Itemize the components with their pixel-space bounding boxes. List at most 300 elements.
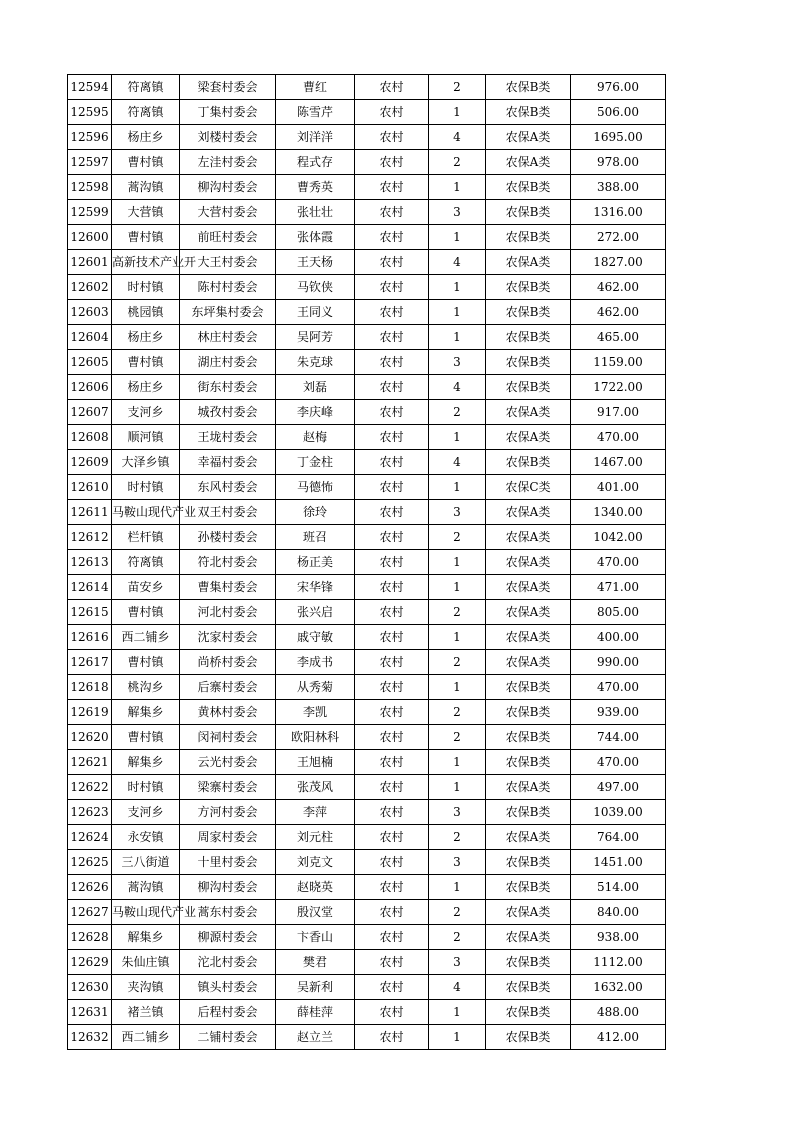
amount-cell: 1316.00 bbox=[571, 200, 666, 225]
table-row bbox=[68, 950, 666, 975]
town-cell: 时村镇 bbox=[112, 275, 180, 300]
amount-cell: 462.00 bbox=[571, 275, 666, 300]
member-count-cell: 2 bbox=[429, 700, 486, 725]
amount-cell: 471.00 bbox=[571, 575, 666, 600]
town-cell: 大营镇 bbox=[112, 200, 180, 225]
household-type-cell: 农村 bbox=[355, 550, 429, 575]
record-id: 12626 bbox=[68, 875, 112, 900]
table-row bbox=[68, 175, 666, 200]
name-cell: 杨正美 bbox=[276, 550, 355, 575]
town-cell: 符离镇 bbox=[112, 550, 180, 575]
category-cell: 农保A类 bbox=[486, 625, 571, 650]
name-cell: 殷汉堂 bbox=[276, 900, 355, 925]
table-row bbox=[68, 675, 666, 700]
town-cell: 解集乡 bbox=[112, 700, 180, 725]
member-count-cell: 3 bbox=[429, 800, 486, 825]
town-cell: 三八街道 bbox=[112, 850, 180, 875]
member-count-cell: 1 bbox=[429, 625, 486, 650]
category-cell: 农保A类 bbox=[486, 500, 571, 525]
household-type-cell: 农村 bbox=[355, 75, 429, 100]
member-count-cell: 1 bbox=[429, 275, 486, 300]
category-cell: 农保B类 bbox=[486, 75, 571, 100]
record-id: 12609 bbox=[68, 450, 112, 475]
amount-cell: 514.00 bbox=[571, 875, 666, 900]
table-row bbox=[68, 750, 666, 775]
record-id: 12613 bbox=[68, 550, 112, 575]
record-id: 12599 bbox=[68, 200, 112, 225]
category-cell: 农保B类 bbox=[486, 950, 571, 975]
record-id: 12625 bbox=[68, 850, 112, 875]
name-cell: 王天杨 bbox=[276, 250, 355, 275]
town-cell: 曹村镇 bbox=[112, 350, 180, 375]
town-cell: 大泽乡镇 bbox=[112, 450, 180, 475]
member-count-cell: 3 bbox=[429, 950, 486, 975]
town-cell: 曹村镇 bbox=[112, 650, 180, 675]
record-id: 12632 bbox=[68, 1025, 112, 1050]
category-cell: 农保B类 bbox=[486, 200, 571, 225]
table-row bbox=[68, 200, 666, 225]
table-row bbox=[68, 625, 666, 650]
town-cell: 西二铺乡 bbox=[112, 1025, 180, 1050]
member-count-cell: 3 bbox=[429, 200, 486, 225]
member-count-cell: 1 bbox=[429, 100, 486, 125]
name-cell: 李萍 bbox=[276, 800, 355, 825]
household-type-cell: 农村 bbox=[355, 875, 429, 900]
name-cell: 张体霞 bbox=[276, 225, 355, 250]
record-id: 12606 bbox=[68, 375, 112, 400]
member-count-cell: 1 bbox=[429, 300, 486, 325]
town-cell: 朱仙庄镇 bbox=[112, 950, 180, 975]
record-id: 12630 bbox=[68, 975, 112, 1000]
category-cell: 农保A类 bbox=[486, 900, 571, 925]
category-cell: 农保B类 bbox=[486, 850, 571, 875]
town-cell: 杨庄乡 bbox=[112, 375, 180, 400]
household-type-cell: 农村 bbox=[355, 450, 429, 475]
household-type-cell: 农村 bbox=[355, 325, 429, 350]
village-cell: 丁集村委会 bbox=[180, 100, 276, 125]
household-type-cell: 农村 bbox=[355, 800, 429, 825]
category-cell: 农保A类 bbox=[486, 150, 571, 175]
record-id: 12597 bbox=[68, 150, 112, 175]
household-type-cell: 农村 bbox=[355, 675, 429, 700]
village-cell: 柳沟村委会 bbox=[180, 875, 276, 900]
village-cell: 湖庄村委会 bbox=[180, 350, 276, 375]
table-row bbox=[68, 325, 666, 350]
name-cell: 赵晓英 bbox=[276, 875, 355, 900]
record-id: 12616 bbox=[68, 625, 112, 650]
table-row bbox=[68, 225, 666, 250]
category-cell: 农保A类 bbox=[486, 250, 571, 275]
town-cell: 解集乡 bbox=[112, 925, 180, 950]
amount-cell: 840.00 bbox=[571, 900, 666, 925]
category-cell: 农保B类 bbox=[486, 700, 571, 725]
name-cell: 卞香山 bbox=[276, 925, 355, 950]
member-count-cell: 1 bbox=[429, 775, 486, 800]
member-count-cell: 1 bbox=[429, 425, 486, 450]
household-type-cell: 农村 bbox=[355, 400, 429, 425]
table-row bbox=[68, 125, 666, 150]
category-cell: 农保B类 bbox=[486, 675, 571, 700]
household-type-cell: 农村 bbox=[355, 700, 429, 725]
member-count-cell: 2 bbox=[429, 75, 486, 100]
member-count-cell: 1 bbox=[429, 575, 486, 600]
name-cell: 曹红 bbox=[276, 75, 355, 100]
member-count-cell: 3 bbox=[429, 500, 486, 525]
record-id: 12612 bbox=[68, 525, 112, 550]
town-cell: 桃园镇 bbox=[112, 300, 180, 325]
category-cell: 农保B类 bbox=[486, 300, 571, 325]
category-cell: 农保B类 bbox=[486, 100, 571, 125]
name-cell: 王旭楠 bbox=[276, 750, 355, 775]
village-cell: 镇头村委会 bbox=[180, 975, 276, 1000]
village-cell: 刘楼村委会 bbox=[180, 125, 276, 150]
table-row bbox=[68, 650, 666, 675]
town-cell: 曹村镇 bbox=[112, 225, 180, 250]
household-type-cell: 农村 bbox=[355, 350, 429, 375]
table-row bbox=[68, 1000, 666, 1025]
town-cell: 桃沟乡 bbox=[112, 675, 180, 700]
name-cell: 朱克球 bbox=[276, 350, 355, 375]
village-cell: 东风村委会 bbox=[180, 475, 276, 500]
amount-cell: 470.00 bbox=[571, 675, 666, 700]
record-id: 12629 bbox=[68, 950, 112, 975]
household-type-cell: 农村 bbox=[355, 150, 429, 175]
amount-cell: 470.00 bbox=[571, 550, 666, 575]
amount-cell: 1159.00 bbox=[571, 350, 666, 375]
village-cell: 幸福村委会 bbox=[180, 450, 276, 475]
village-cell: 二铺村委会 bbox=[180, 1025, 276, 1050]
table-row bbox=[68, 850, 666, 875]
town-cell: 支河乡 bbox=[112, 800, 180, 825]
record-id: 12614 bbox=[68, 575, 112, 600]
household-type-cell: 农村 bbox=[355, 650, 429, 675]
household-type-cell: 农村 bbox=[355, 1025, 429, 1050]
village-cell: 大营村委会 bbox=[180, 200, 276, 225]
category-cell: 农保A类 bbox=[486, 600, 571, 625]
category-cell: 农保B类 bbox=[486, 275, 571, 300]
record-id: 12621 bbox=[68, 750, 112, 775]
member-count-cell: 3 bbox=[429, 350, 486, 375]
name-cell: 马德怖 bbox=[276, 475, 355, 500]
record-id: 12595 bbox=[68, 100, 112, 125]
village-cell: 左洼村委会 bbox=[180, 150, 276, 175]
category-cell: 农保A类 bbox=[486, 550, 571, 575]
table-row bbox=[68, 575, 666, 600]
category-cell: 农保A类 bbox=[486, 575, 571, 600]
household-type-cell: 农村 bbox=[355, 850, 429, 875]
table-row bbox=[68, 900, 666, 925]
village-cell: 柳源村委会 bbox=[180, 925, 276, 950]
town-cell: 符离镇 bbox=[112, 75, 180, 100]
amount-cell: 462.00 bbox=[571, 300, 666, 325]
village-cell: 大王村委会 bbox=[180, 250, 276, 275]
name-cell: 李庆峰 bbox=[276, 400, 355, 425]
town-cell: 时村镇 bbox=[112, 775, 180, 800]
village-cell: 后寨村委会 bbox=[180, 675, 276, 700]
record-id: 12610 bbox=[68, 475, 112, 500]
member-count-cell: 2 bbox=[429, 650, 486, 675]
member-count-cell: 1 bbox=[429, 1000, 486, 1025]
member-count-cell: 2 bbox=[429, 900, 486, 925]
town-cell: 栏杆镇 bbox=[112, 525, 180, 550]
table-row bbox=[68, 450, 666, 475]
household-type-cell: 农村 bbox=[355, 725, 429, 750]
town-cell: 苗安乡 bbox=[112, 575, 180, 600]
table-row bbox=[68, 75, 666, 100]
name-cell: 吴阿芳 bbox=[276, 325, 355, 350]
village-cell: 蒿东村委会 bbox=[180, 900, 276, 925]
record-id: 12622 bbox=[68, 775, 112, 800]
amount-cell: 1467.00 bbox=[571, 450, 666, 475]
household-type-cell: 农村 bbox=[355, 275, 429, 300]
name-cell: 刘洋洋 bbox=[276, 125, 355, 150]
name-cell: 从秀菊 bbox=[276, 675, 355, 700]
name-cell: 班召 bbox=[276, 525, 355, 550]
town-cell: 蒿沟镇 bbox=[112, 875, 180, 900]
table-row bbox=[68, 100, 666, 125]
category-cell: 农保B类 bbox=[486, 725, 571, 750]
name-cell: 戚守敏 bbox=[276, 625, 355, 650]
record-id: 12617 bbox=[68, 650, 112, 675]
town-cell: 曹村镇 bbox=[112, 150, 180, 175]
member-count-cell: 1 bbox=[429, 750, 486, 775]
name-cell: 李成书 bbox=[276, 650, 355, 675]
member-count-cell: 3 bbox=[429, 850, 486, 875]
household-type-cell: 农村 bbox=[355, 625, 429, 650]
name-cell: 欧阳林科 bbox=[276, 725, 355, 750]
household-type-cell: 农村 bbox=[355, 600, 429, 625]
record-id: 12594 bbox=[68, 75, 112, 100]
table-row bbox=[68, 375, 666, 400]
amount-cell: 1632.00 bbox=[571, 975, 666, 1000]
record-id: 12628 bbox=[68, 925, 112, 950]
category-cell: 农保B类 bbox=[486, 450, 571, 475]
village-cell: 孙楼村委会 bbox=[180, 525, 276, 550]
village-cell: 王垅村委会 bbox=[180, 425, 276, 450]
village-cell: 前旺村委会 bbox=[180, 225, 276, 250]
name-cell: 陈雪芹 bbox=[276, 100, 355, 125]
town-cell: 蒿沟镇 bbox=[112, 175, 180, 200]
table-row bbox=[68, 800, 666, 825]
household-type-cell: 农村 bbox=[355, 250, 429, 275]
name-cell: 李凯 bbox=[276, 700, 355, 725]
category-cell: 农保B类 bbox=[486, 875, 571, 900]
member-count-cell: 1 bbox=[429, 325, 486, 350]
name-cell: 张壮壮 bbox=[276, 200, 355, 225]
category-cell: 农保A类 bbox=[486, 775, 571, 800]
household-type-cell: 农村 bbox=[355, 925, 429, 950]
record-id: 12611 bbox=[68, 500, 112, 525]
village-cell: 云光村委会 bbox=[180, 750, 276, 775]
village-cell: 陈村村委会 bbox=[180, 275, 276, 300]
village-cell: 沈家村委会 bbox=[180, 625, 276, 650]
household-type-cell: 农村 bbox=[355, 200, 429, 225]
record-id: 12598 bbox=[68, 175, 112, 200]
household-type-cell: 农村 bbox=[355, 900, 429, 925]
record-id: 12607 bbox=[68, 400, 112, 425]
record-id: 12600 bbox=[68, 225, 112, 250]
member-count-cell: 1 bbox=[429, 675, 486, 700]
village-cell: 梁寨村委会 bbox=[180, 775, 276, 800]
village-cell: 城孜村委会 bbox=[180, 400, 276, 425]
town-cell: 马鞍山现代产业 bbox=[112, 900, 180, 925]
record-id: 12624 bbox=[68, 825, 112, 850]
household-type-cell: 农村 bbox=[355, 1000, 429, 1025]
village-cell: 街东村委会 bbox=[180, 375, 276, 400]
village-cell: 后程村委会 bbox=[180, 1000, 276, 1025]
household-type-cell: 农村 bbox=[355, 100, 429, 125]
table-row bbox=[68, 275, 666, 300]
table-row bbox=[68, 400, 666, 425]
name-cell: 徐玲 bbox=[276, 500, 355, 525]
amount-cell: 470.00 bbox=[571, 750, 666, 775]
member-count-cell: 1 bbox=[429, 175, 486, 200]
table-row bbox=[68, 525, 666, 550]
town-cell: 曹村镇 bbox=[112, 600, 180, 625]
category-cell: 农保B类 bbox=[486, 1000, 571, 1025]
village-cell: 十里村委会 bbox=[180, 850, 276, 875]
record-id: 12619 bbox=[68, 700, 112, 725]
category-cell: 农保A类 bbox=[486, 650, 571, 675]
table-row bbox=[68, 775, 666, 800]
category-cell: 农保B类 bbox=[486, 800, 571, 825]
table-row bbox=[68, 425, 666, 450]
record-id: 12604 bbox=[68, 325, 112, 350]
name-cell: 薛桂萍 bbox=[276, 1000, 355, 1025]
member-count-cell: 2 bbox=[429, 600, 486, 625]
village-cell: 东坪集村委会 bbox=[180, 300, 276, 325]
name-cell: 宋华锋 bbox=[276, 575, 355, 600]
amount-cell: 497.00 bbox=[571, 775, 666, 800]
village-cell: 河北村委会 bbox=[180, 600, 276, 625]
member-count-cell: 2 bbox=[429, 150, 486, 175]
category-cell: 农保A类 bbox=[486, 425, 571, 450]
town-cell: 顺河镇 bbox=[112, 425, 180, 450]
table-row bbox=[68, 300, 666, 325]
record-id: 12605 bbox=[68, 350, 112, 375]
village-cell: 黄林村委会 bbox=[180, 700, 276, 725]
household-type-cell: 农村 bbox=[355, 375, 429, 400]
record-id: 12608 bbox=[68, 425, 112, 450]
name-cell: 刘克文 bbox=[276, 850, 355, 875]
town-cell: 支河乡 bbox=[112, 400, 180, 425]
amount-cell: 1451.00 bbox=[571, 850, 666, 875]
amount-cell: 488.00 bbox=[571, 1000, 666, 1025]
amount-cell: 506.00 bbox=[571, 100, 666, 125]
town-cell: 西二铺乡 bbox=[112, 625, 180, 650]
table-row bbox=[68, 825, 666, 850]
amount-cell: 1340.00 bbox=[571, 500, 666, 525]
town-cell: 高新技术产业开 bbox=[112, 250, 180, 275]
amount-cell: 938.00 bbox=[571, 925, 666, 950]
village-cell: 林庄村委会 bbox=[180, 325, 276, 350]
village-cell: 梁套村委会 bbox=[180, 75, 276, 100]
household-type-cell: 农村 bbox=[355, 950, 429, 975]
town-cell: 杨庄乡 bbox=[112, 125, 180, 150]
category-cell: 农保A类 bbox=[486, 925, 571, 950]
village-cell: 曹集村委会 bbox=[180, 575, 276, 600]
village-cell: 尚桥村委会 bbox=[180, 650, 276, 675]
name-cell: 吴新利 bbox=[276, 975, 355, 1000]
record-id: 12627 bbox=[68, 900, 112, 925]
amount-cell: 1112.00 bbox=[571, 950, 666, 975]
member-count-cell: 1 bbox=[429, 225, 486, 250]
records-body bbox=[68, 75, 666, 1050]
category-cell: 农保A类 bbox=[486, 400, 571, 425]
table-row bbox=[68, 700, 666, 725]
category-cell: 农保B类 bbox=[486, 975, 571, 1000]
amount-cell: 401.00 bbox=[571, 475, 666, 500]
table-row bbox=[68, 925, 666, 950]
member-count-cell: 1 bbox=[429, 475, 486, 500]
table-row bbox=[68, 500, 666, 525]
household-type-cell: 农村 bbox=[355, 125, 429, 150]
member-count-cell: 4 bbox=[429, 450, 486, 475]
table-row bbox=[68, 1025, 666, 1050]
village-cell: 闵祠村委会 bbox=[180, 725, 276, 750]
table-row bbox=[68, 150, 666, 175]
town-cell: 曹村镇 bbox=[112, 725, 180, 750]
category-cell: 农保C类 bbox=[486, 475, 571, 500]
category-cell: 农保A类 bbox=[486, 525, 571, 550]
amount-cell: 1039.00 bbox=[571, 800, 666, 825]
category-cell: 农保A类 bbox=[486, 825, 571, 850]
category-cell: 农保B类 bbox=[486, 1025, 571, 1050]
amount-cell: 939.00 bbox=[571, 700, 666, 725]
household-type-cell: 农村 bbox=[355, 225, 429, 250]
member-count-cell: 1 bbox=[429, 1025, 486, 1050]
category-cell: 农保B类 bbox=[486, 225, 571, 250]
records-table bbox=[67, 74, 666, 1050]
amount-cell: 388.00 bbox=[571, 175, 666, 200]
town-cell: 夹沟镇 bbox=[112, 975, 180, 1000]
member-count-cell: 4 bbox=[429, 125, 486, 150]
record-id: 12596 bbox=[68, 125, 112, 150]
category-cell: 农保B类 bbox=[486, 750, 571, 775]
town-cell: 马鞍山现代产业 bbox=[112, 500, 180, 525]
record-id: 12601 bbox=[68, 250, 112, 275]
record-id: 12603 bbox=[68, 300, 112, 325]
category-cell: 农保B类 bbox=[486, 375, 571, 400]
table-row bbox=[68, 975, 666, 1000]
town-cell: 永安镇 bbox=[112, 825, 180, 850]
amount-cell: 978.00 bbox=[571, 150, 666, 175]
amount-cell: 805.00 bbox=[571, 600, 666, 625]
amount-cell: 272.00 bbox=[571, 225, 666, 250]
record-id: 12623 bbox=[68, 800, 112, 825]
household-type-cell: 农村 bbox=[355, 975, 429, 1000]
household-type-cell: 农村 bbox=[355, 825, 429, 850]
member-count-cell: 2 bbox=[429, 825, 486, 850]
town-cell: 解集乡 bbox=[112, 750, 180, 775]
amount-cell: 976.00 bbox=[571, 75, 666, 100]
village-cell: 周家村委会 bbox=[180, 825, 276, 850]
village-cell: 双王村委会 bbox=[180, 500, 276, 525]
member-count-cell: 2 bbox=[429, 725, 486, 750]
town-cell: 杨庄乡 bbox=[112, 325, 180, 350]
amount-cell: 1722.00 bbox=[571, 375, 666, 400]
member-count-cell: 4 bbox=[429, 975, 486, 1000]
village-cell: 方河村委会 bbox=[180, 800, 276, 825]
table-row bbox=[68, 250, 666, 275]
household-type-cell: 农村 bbox=[355, 575, 429, 600]
amount-cell: 1042.00 bbox=[571, 525, 666, 550]
category-cell: 农保B类 bbox=[486, 325, 571, 350]
town-cell: 符离镇 bbox=[112, 100, 180, 125]
amount-cell: 465.00 bbox=[571, 325, 666, 350]
household-type-cell: 农村 bbox=[355, 750, 429, 775]
record-id: 12631 bbox=[68, 1000, 112, 1025]
